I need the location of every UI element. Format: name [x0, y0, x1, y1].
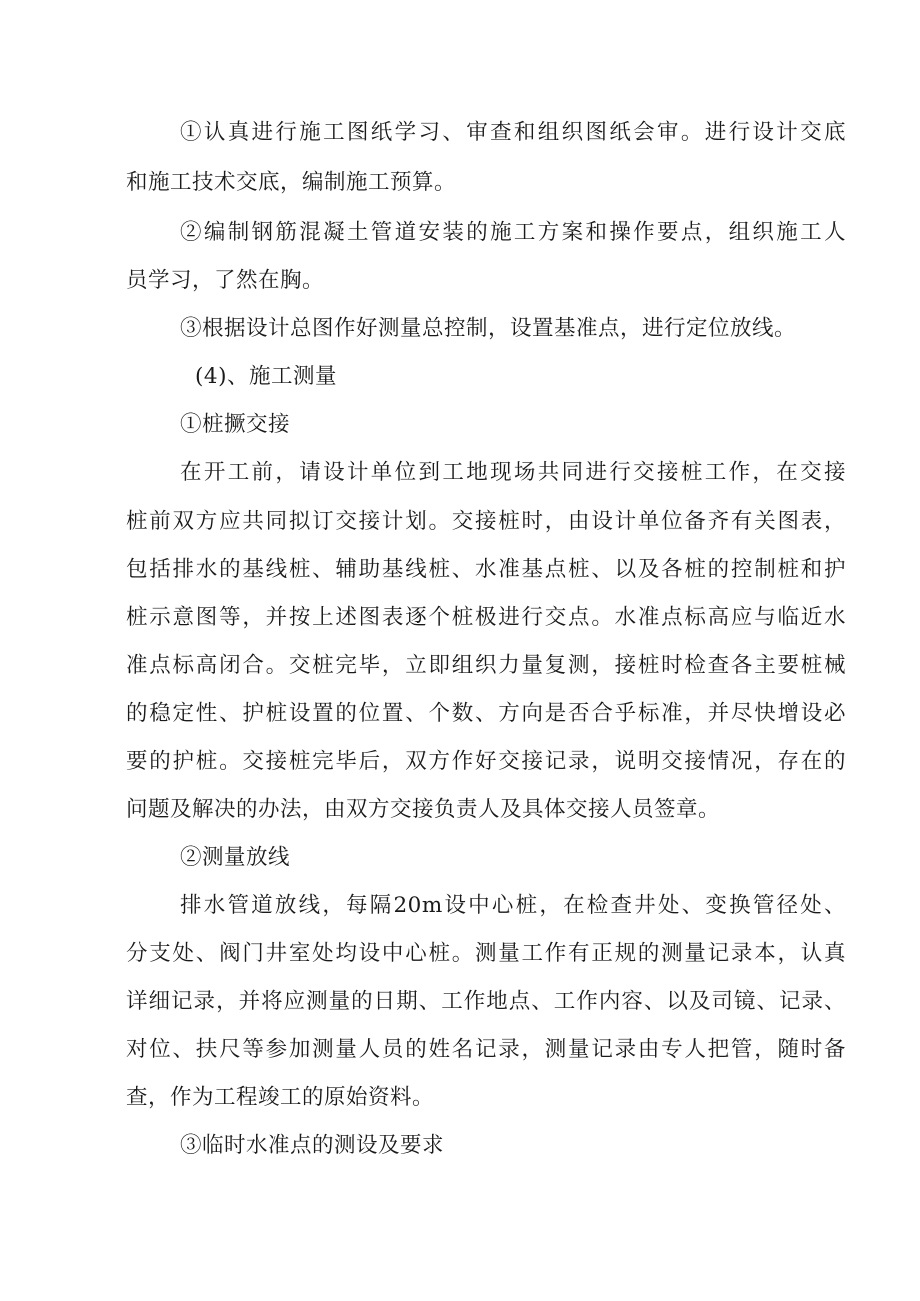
paragraph-line: 详细记录，并将应测量的日期、工作地点、工作内容、以及司镜、记录、: [126, 989, 846, 1014]
subsection-heading: ②测量放线: [180, 845, 291, 870]
paragraph-line: 桩示意图等，并按上述图表逐个桩极进行交点。水准点标高应与临近水: [126, 605, 846, 630]
paragraph-line: ②编制钢筋混凝土管道安装的施工方案和操作要点，组织施工人: [180, 220, 846, 245]
paragraph-line: 和施工技术交底，编制施工预算。: [126, 170, 457, 195]
subsection-heading: ①桩撅交接: [180, 412, 291, 437]
paragraph-line: 桩前双方应共同拟订交接计划。交接桩时，由设计单位备齐有关图表，: [126, 509, 846, 534]
paragraph-line: 查，作为工程竣工的原始资料。: [126, 1085, 435, 1110]
paragraph-line: 问题及解决的办法，由双方交接负责人及具体交接人员签章。: [126, 797, 721, 822]
paragraph-line: 在开工前，请设计单位到工地现场共同进行交接桩工作，在交接: [180, 460, 846, 485]
subsection-heading: ③临时水准点的测设及要求: [180, 1133, 445, 1158]
paragraph-line: 要的护桩。交接桩完毕后，双方作好交接记录，说明交接情况，存在的: [126, 749, 846, 774]
paragraph-line: 准点标高闭合。交桩完毕，立即组织力量复测，接桩时检查各主要桩械: [126, 653, 846, 678]
paragraph-line: 员学习，了然在胸。: [126, 268, 325, 293]
paragraph-line: 分支处、阀门井室处均设中心桩。测量工作有正规的测量记录本，认真: [126, 941, 846, 966]
section-heading: (4)、施工测量: [195, 364, 337, 389]
paragraph-line: ③根据设计总图作好测量总控制，设置基准点，进行定位放线。: [180, 316, 797, 341]
paragraph-line: 包括排水的基线桩、辅助基线桩、水准基点桩、以及各桩的控制桩和护: [126, 557, 846, 582]
paragraph-line: 排水管道放线，每隔20m设中心桩，在检查井处、变换管径处、: [180, 893, 846, 918]
paragraph-line: ①认真进行施工图纸学习、审查和组织图纸会审。进行设计交底: [180, 120, 846, 145]
paragraph-line: 对位、扶尺等参加测量人员的姓名记录，测量记录由专人把管，随时备: [126, 1037, 846, 1062]
paragraph-line: 的稳定性、护桩设置的位置、个数、方向是否合乎标准，并尽快增设必: [126, 701, 846, 726]
